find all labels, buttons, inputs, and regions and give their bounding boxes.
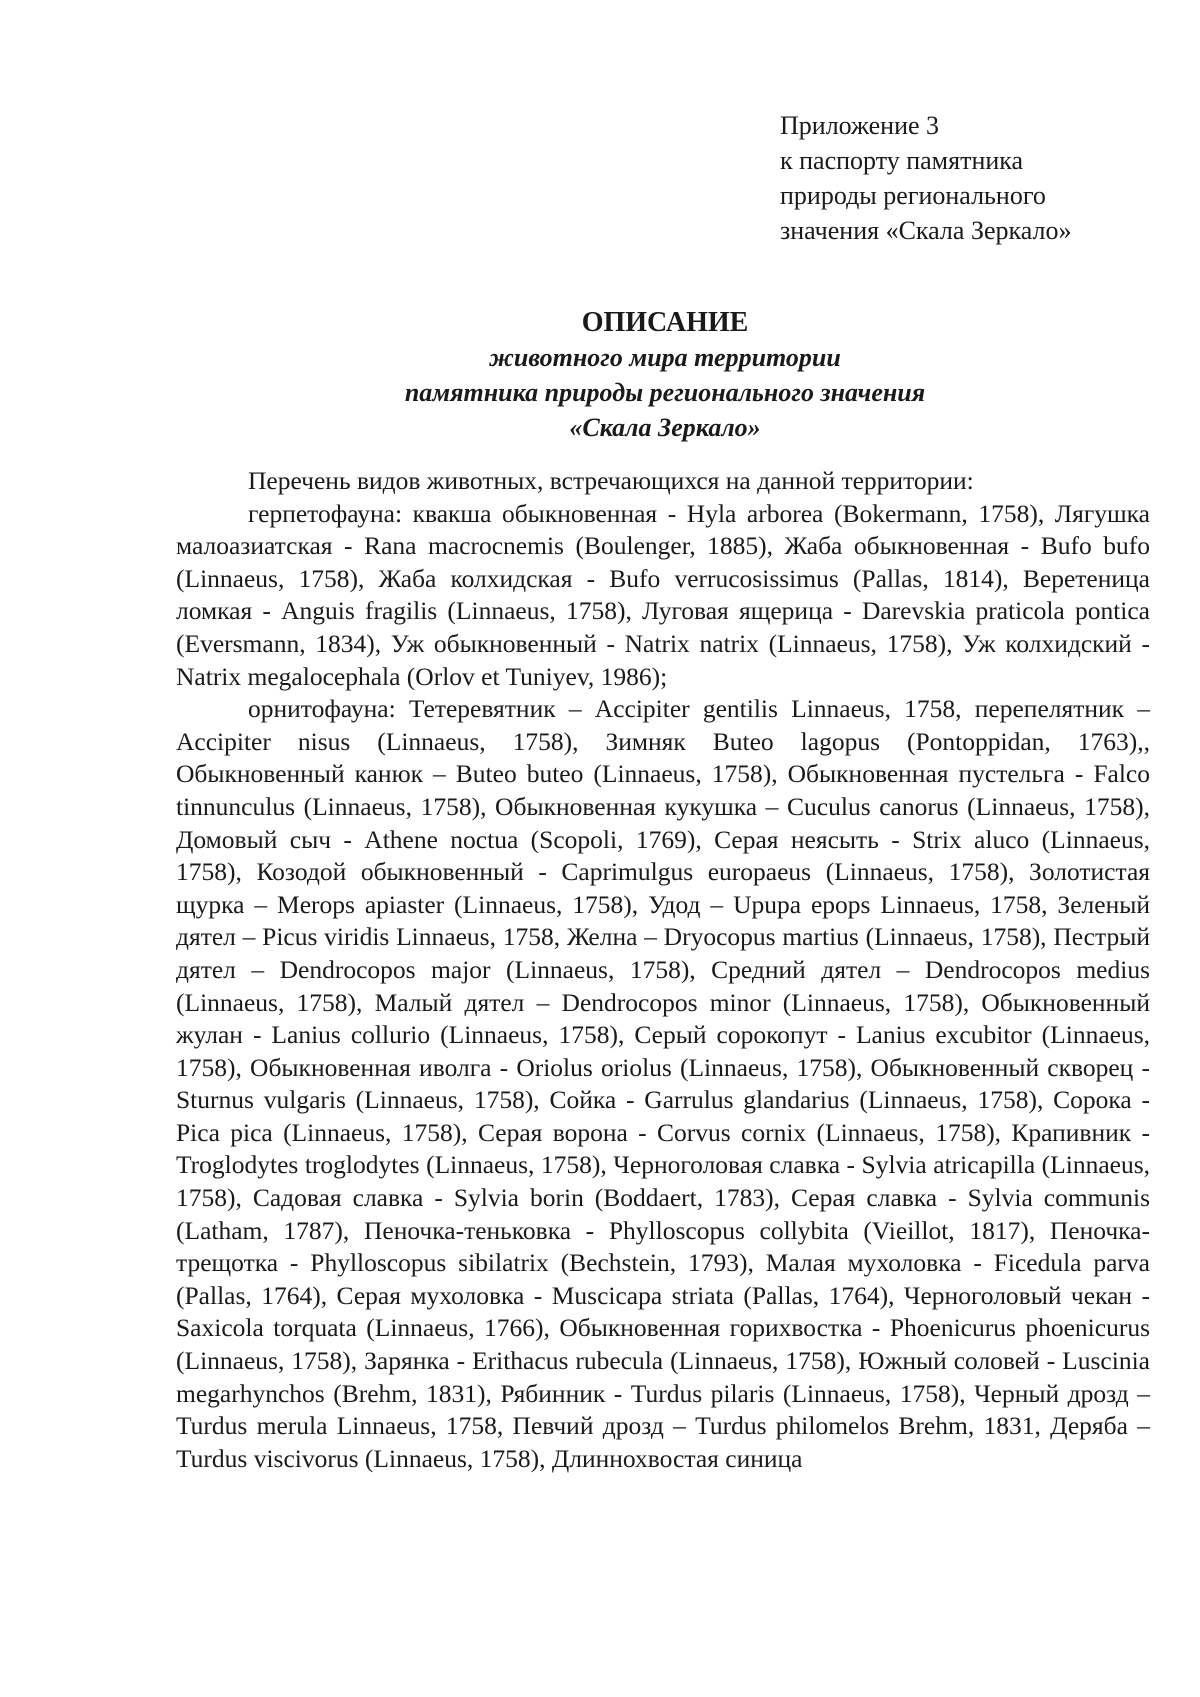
document-title	[0, 305, 1200, 445]
ornithofauna-paragraph: орнитофауна: Тетеревятник – Accipiter gentilis Linnaeus, 1758, перепелятник – Accipiter nisus (Linnaeus, 1758), Зимняк Buteo lagopus (Pontoppidan, 1763),, Обыкновенный канюк – Buteo buteo (Linnaeus, 1758), Обыкновенная пустельга - Falco tinnunculus (Linnaeus, 1758), Обыкновенная кукушка – Cuculus canorus (Linnaeus, 1758), Домовый сыч - Athene noctua (Scopoli, 1769), Серая неясыть - Strix aluco (Linnaeus, 1758), Козодой обыкновенный - Caprimulgus europaeus (Linnaeus, 1758), Золотистая щурка – Merops apiaster (Linnaeus, 1758), Удод – Upupa epops Linnaeus, 1758, Зеленый дятел – Picus viridis Linnaeus, 1758, Желна – Dryocopus martius (Linnaeus, 1758), Пестрый дятел – Dendrocopos major (Linnaeus, 1758), Средний дятел – Dendrocopos medius (Linnaeus, 1758), Малый дятел – Dendrocopos minor (Linnaeus, 1758), Обыкновенный жулан - Lanius collurio (Linnaeus, 1758), Серый сорокопут - Lanius excubitor (Linnaeus, 1758), Обыкновенная иволга - Oriolus oriolus (Linnaeus, 1758), Обыкновенный скворец - Sturnus vulgaris (Linnaeus, 1758), Сойка - Garrulus glandarius (Linnaeus, 1758), Сорока - Pica pica (Linnaeus, 1758), Серая ворона - Corvus cornix (Linnaeus, 1758), Крапивник - Troglodytes troglodytes (Linnaeus, 1758), Черноголовая славка - Sylvia atricapilla (Linnaeus, 1758), Садовая славка - Sylvia borin (Boddaert, 1783), Серая славка - Sylvia communis (Latham, 1787), Пеночка-теньковка - Phylloscopus collybita (Vieillot, 1817), Пеночка-трещотка - Phylloscopus sibilatrix (Bechstein, 1793), Малая мухоловка - Ficedula parva (Pallas, 1764), Серая мухоловка - Muscicapa striata (Pallas, 1764), Черноголовый чекан - Saxicola torquata (Linnaeus, 1766), Обыкновенная горихвостка - Phoenicurus phoenicurus (Linnaeus, 1758), Зарянка - Erithacus rubecula (Linnaeus, 1758), Южный соловей - Luscinia megarhynchos (Brehm, 1831), Рябинник - Turdus pilaris (Linnaeus, 1758), Черный дрозд – Turdus merula Linnaeus, 1758, Певчий дрозд – Turdus philomelos Brehm, 1831, Деряба – Turdus viscivorus (Linnaeus, 1758), Длиннохвостая синица	[176, 694, 1150, 1473]
title-subline: «Скала Зеркало»	[569, 413, 761, 442]
appendix-header	[780, 108, 1072, 248]
appendix-ref-line: природы регионального	[780, 181, 1046, 210]
herpetofauna-paragraph: герпетофауна: квакша обыкновенная - Hyla arborea (Bokermann, 1758), Лягушка малоазиатская - Rana macrocnemis (Boulenger, 1885), Жаба обыкновенная - Bufo bufo (Linnaeus, 1758), Жаба колхидская - Bufo verrucosissimus (Pallas, 1814), Веретеница ломкая - Anguis fragilis (Linnaeus, 1758), Луговая ящерица - Darevskia praticola pontica (Eversmann, 1834), Уж обыкновенный - Natrix natrix (Linnaeus, 1758), Уж колхидский - Natrix megalocephala (Orlov et Tuniyev, 1986);	[176, 498, 1150, 691]
appendix-ref-line: к паспорту памятника	[780, 146, 1024, 175]
title-subline: памятника природы регионального значения	[404, 378, 926, 407]
appendix-number: Приложение 3	[780, 111, 940, 140]
intro-paragraph: Перечень видов животных, встречающихся на данной территории:	[248, 466, 974, 495]
title-subline: животного мира территории	[489, 343, 841, 372]
document-body	[176, 465, 1150, 1475]
appendix-ref-line: значения «Скала Зеркало»	[780, 216, 1072, 245]
title-main: ОПИСАНИЕ	[581, 307, 749, 338]
